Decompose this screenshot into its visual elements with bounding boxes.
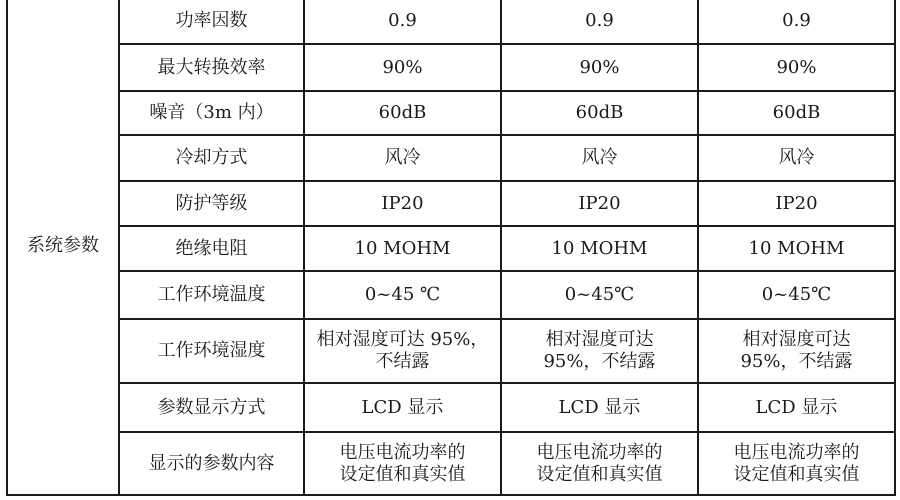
table-row bbox=[7, 271, 895, 319]
table-row bbox=[7, 44, 895, 91]
table-row bbox=[7, 135, 895, 181]
value-cell: 0.9 bbox=[698, 0, 895, 44]
value-cell: 0~45 ℃ bbox=[304, 271, 501, 319]
row-label: 噪音（3m 内） bbox=[119, 91, 304, 135]
value-cell: 0.9 bbox=[501, 0, 698, 44]
table-row bbox=[7, 383, 895, 432]
spec-table bbox=[6, 0, 896, 496]
value-cell: 电压电流功率的 设定值和真实值 bbox=[698, 432, 895, 495]
table-row bbox=[7, 226, 895, 270]
value-cell: 10 MOHM bbox=[698, 226, 895, 270]
value-cell: 90% bbox=[304, 44, 501, 91]
value-cell: 风冷 bbox=[501, 135, 698, 181]
value-cell: IP20 bbox=[698, 181, 895, 226]
table-row bbox=[7, 432, 895, 495]
value-cell: 0.9 bbox=[304, 0, 501, 44]
value-cell: 10 MOHM bbox=[304, 226, 501, 270]
value-cell: 60dB bbox=[698, 91, 895, 135]
group-label: 系统参数 bbox=[27, 235, 99, 256]
table-row bbox=[7, 0, 895, 44]
value-cell: 电压电流功率的 设定值和真实值 bbox=[501, 432, 698, 495]
value-cell: LCD 显示 bbox=[698, 383, 895, 432]
value-cell: IP20 bbox=[304, 181, 501, 226]
value-cell: 风冷 bbox=[698, 135, 895, 181]
value-cell: 相对湿度可达 95%，不结露 bbox=[501, 319, 698, 384]
value-cell: 10 MOHM bbox=[501, 226, 698, 270]
row-label: 参数显示方式 bbox=[119, 383, 304, 432]
row-label: 工作环境湿度 bbox=[119, 319, 304, 384]
value-cell: 60dB bbox=[304, 91, 501, 135]
table-row bbox=[7, 319, 895, 384]
row-label: 防护等级 bbox=[119, 181, 304, 226]
table-row bbox=[7, 91, 895, 135]
value-cell: 90% bbox=[501, 44, 698, 91]
group-label-cell bbox=[7, 0, 119, 495]
row-label: 最大转换效率 bbox=[119, 44, 304, 91]
row-label: 冷却方式 bbox=[119, 135, 304, 181]
value-cell: IP20 bbox=[501, 181, 698, 226]
value-cell: 90% bbox=[698, 44, 895, 91]
value-cell: LCD 显示 bbox=[304, 383, 501, 432]
row-label: 绝缘电阻 bbox=[119, 226, 304, 270]
table-row bbox=[7, 181, 895, 226]
row-label: 功率因数 bbox=[119, 0, 304, 44]
row-label: 工作环境温度 bbox=[119, 271, 304, 319]
row-label: 显示的参数内容 bbox=[119, 432, 304, 495]
value-cell: 相对湿度可达 95%， 不结露 bbox=[304, 319, 501, 384]
value-cell: 相对湿度可达 95%，不结露 bbox=[698, 319, 895, 384]
value-cell: 0~45℃ bbox=[501, 271, 698, 319]
value-cell: 电压电流功率的 设定值和真实值 bbox=[304, 432, 501, 495]
value-cell: 0~45℃ bbox=[698, 271, 895, 319]
value-cell: 60dB bbox=[501, 91, 698, 135]
value-cell: LCD 显示 bbox=[501, 383, 698, 432]
value-cell: 风冷 bbox=[304, 135, 501, 181]
